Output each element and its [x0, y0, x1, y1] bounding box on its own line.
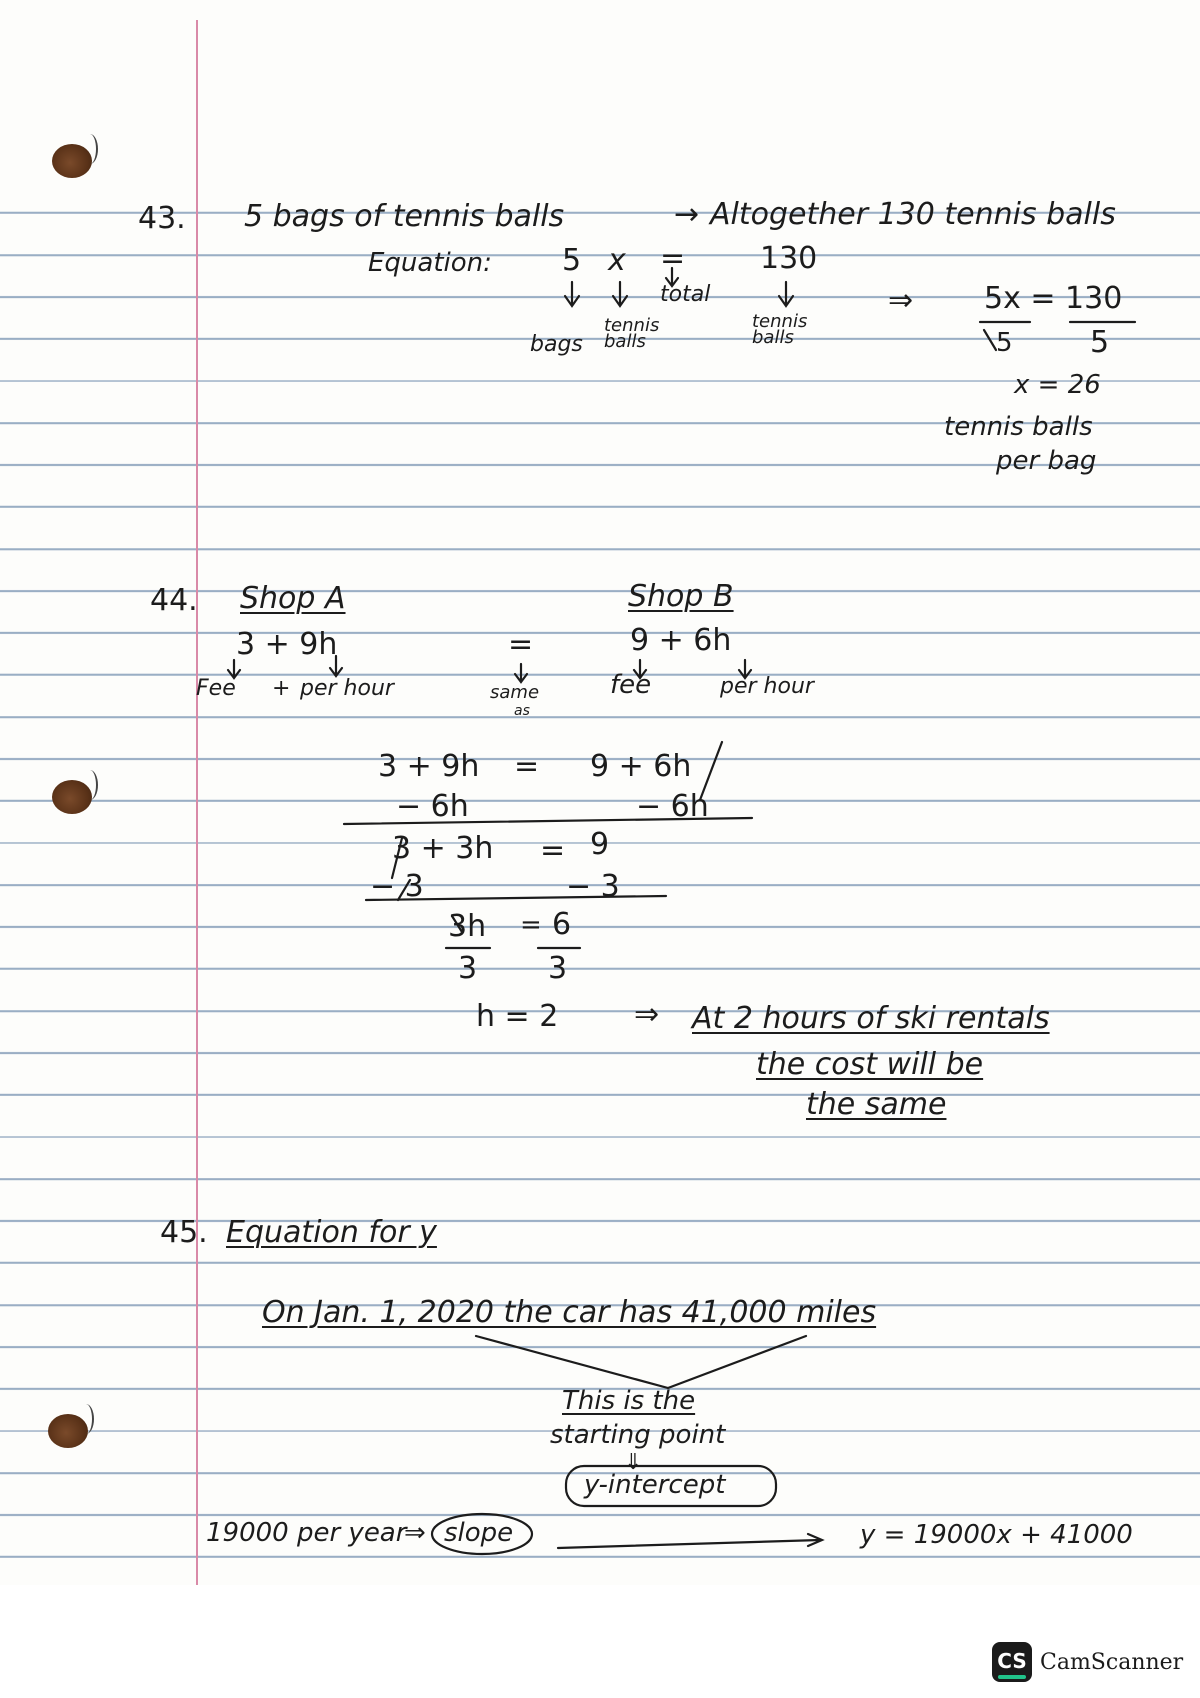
down-arrow-icon [565, 282, 579, 306]
work-subtract-right: − 6h [636, 789, 709, 824]
statement-left: 5 bags of tennis balls [244, 199, 565, 234]
down-arrow-icon [515, 664, 527, 682]
conclusion-line: the cost will be [756, 1047, 984, 1082]
result-note: tennis balls [944, 412, 1093, 442]
work-line-2-right: 9 [590, 827, 610, 862]
camscanner-brand-text: CamScanner [1040, 1650, 1184, 1675]
label-per-hour-a: per hour [300, 676, 394, 701]
label-total: total [660, 282, 711, 307]
work-line-3-left: 3h [448, 909, 487, 944]
work-line-2-equals: = [540, 833, 566, 868]
label-tennis-balls: tennis balls [752, 311, 808, 349]
problem-title: Equation for y [226, 1215, 437, 1250]
right-arrow-icon [558, 1534, 822, 1548]
problem-statement: On Jan. 1, 2020 the car has 41,000 miles [262, 1295, 877, 1330]
note-line: This is the [562, 1386, 696, 1416]
label-bags: bags [530, 332, 583, 357]
label-tennis-balls: tennis balls [604, 315, 660, 353]
label-per-hour-b: per hour [720, 674, 814, 699]
implies-icon: ⇒ [888, 283, 914, 318]
step-denominator: 5 [1090, 325, 1110, 360]
result: x = 26 [1014, 370, 1101, 400]
down-arrow-icon [613, 282, 627, 306]
label-plus: + [272, 676, 291, 701]
note-line: starting point [550, 1420, 726, 1450]
label-fee-b: fee [610, 670, 652, 700]
camscanner-watermark [992, 1642, 1200, 1682]
shop-b-label: Shop B [628, 579, 734, 614]
work-line-3-equals: = [520, 910, 542, 940]
work-subtract-right: − 3 [566, 869, 620, 904]
conclusion-line: the same [806, 1087, 947, 1122]
rate-text: 19000 per year [206, 1518, 407, 1548]
cancel-stroke [984, 330, 996, 350]
problem-number: 45. [160, 1215, 208, 1250]
equation-equals: = [660, 241, 686, 276]
expression-b: 9 + 6h [630, 623, 732, 658]
problem-number: 44. [150, 583, 198, 618]
camscanner-logo-icon: CS [992, 1642, 1032, 1682]
step-denominator: 5 [996, 328, 1013, 358]
step-numerator: 5x = 130 [984, 281, 1123, 316]
work-denominator: 3 [458, 951, 478, 986]
statement-right: Altogether 130 tennis balls [710, 197, 1116, 232]
conclusion-line: At 2 hours of ski rentals [692, 1001, 1050, 1036]
work-line-1-right: 9 + 6h [590, 749, 692, 784]
work-line-1-left: 3 + 9h [378, 749, 480, 784]
result: h = 2 [476, 999, 559, 1034]
problem-number: 43. [138, 201, 186, 236]
shop-a-label: Shop A [240, 581, 346, 616]
intercept-label: y-intercept [584, 1470, 726, 1500]
work-line-2-left: 3 + 3h [392, 831, 494, 866]
label-fee-a: Fee [196, 676, 236, 701]
equation-coefficient: 5 [562, 243, 582, 278]
arrow-icon: → [674, 197, 700, 232]
implies-icon: ⇒ [404, 1518, 426, 1548]
equation-total: 130 [760, 241, 818, 276]
work-line-1-equals: = [514, 749, 540, 784]
label-same: same [490, 682, 540, 703]
result-note: per bag [996, 446, 1097, 476]
work-denominator: 3 [548, 951, 568, 986]
expression-a: 3 + 9h [236, 627, 338, 662]
down-arrow-icon [779, 282, 793, 306]
work-line-3-right: 6 [552, 907, 572, 942]
equation-variable: x [608, 243, 626, 278]
implies-icon: ⇒ [634, 997, 660, 1032]
final-equation: y = 19000x + 41000 [860, 1520, 1133, 1550]
expression-equals: = [508, 627, 534, 662]
down-double-arrow-icon: ⇓ [624, 1450, 643, 1475]
label-as: as [514, 703, 530, 719]
equation-label: Equation: [368, 248, 492, 278]
connector-lines [476, 1336, 806, 1388]
work-subtract-left: − 3 [370, 869, 424, 904]
work-subtract-left: − 6h [396, 789, 469, 824]
slope-label: slope [444, 1518, 514, 1548]
